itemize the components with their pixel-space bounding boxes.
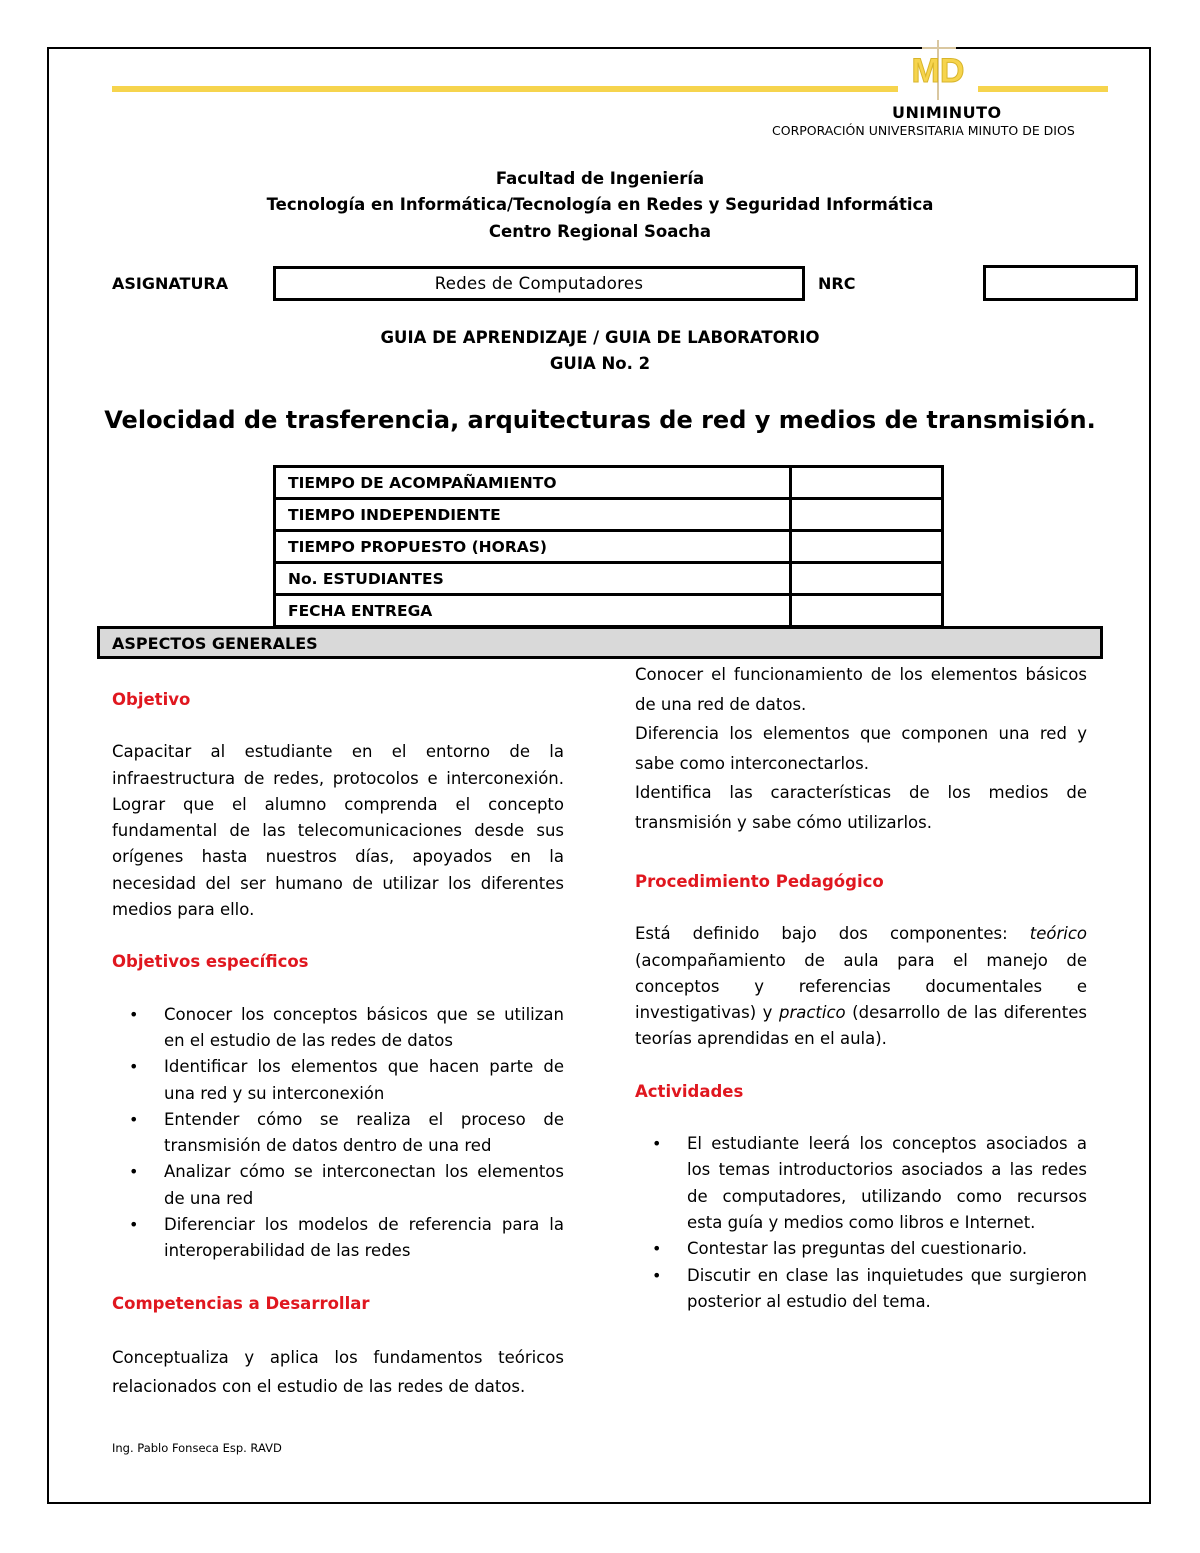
- time-value: [791, 563, 943, 595]
- time-label: TIEMPO PROPUESTO (HORAS): [275, 531, 791, 563]
- header-rule-right: [978, 86, 1108, 92]
- guide-title: Velocidad de trasferencia, arquitecturas de red y medios de transmisión.: [104, 406, 1096, 434]
- footer-author: Ing. Pablo Fonseca Esp. RAVD: [112, 1441, 282, 1455]
- activities-list: [635, 1131, 1087, 1315]
- procedure-title: Procedimiento Pedagógico: [635, 872, 884, 891]
- subject-field: [273, 266, 805, 301]
- competencies-title: Competencias a Desarrollar: [112, 1293, 370, 1313]
- list-item: • El estudiante leerá los conceptos asociados a los temas introductorios asociados a las redes de computadores, utilizando como recursos esta guía y medios como libros e Internet.: [635, 1131, 1087, 1236]
- procedure-part: (desarrollo de las diferentes teorías aprendidas en el aula).: [635, 1003, 1087, 1049]
- time-label: TIEMPO DE ACOMPAÑAMIENTO: [275, 467, 791, 499]
- table-row: [275, 531, 943, 563]
- procedure-text: [635, 921, 1087, 1052]
- right-line: Conocer el funcionamiento de los elementos básicos de una red de datos.: [635, 665, 1087, 714]
- uniminuto-logo: [898, 40, 978, 102]
- table-row: [275, 595, 943, 627]
- objective-text: Capacitar al estudiante en el entorno de la infraestructura de redes, protocolos e interconexión. Lograr que el alumno comprenda el concepto fundamental de las telecomunicaciones desde sus orígenes hasta nuestros días, apoyados en la necesidad del ser humano de utilizar los diferentes medios para ello.: [112, 742, 564, 920]
- nrc-field: [983, 265, 1138, 301]
- time-label: No. ESTUDIANTES: [275, 563, 791, 595]
- list-item: • Diferenciar los modelos de referencia para la interoperabilidad de las redes: [112, 1212, 564, 1265]
- time-table: [273, 465, 944, 628]
- subject-label: ASIGNATURA: [112, 274, 229, 293]
- time-value: [791, 499, 943, 531]
- program-heading: Tecnología en Informática/Tecnología en Redes y Seguridad Informática: [266, 195, 934, 214]
- specific-objectives-title: Objetivos específicos: [112, 952, 309, 972]
- specific-objectives-list: [112, 1002, 564, 1265]
- procedure-part: (acompañamiento de aula para el manejo de conceptos y referencias documentales e investigativas) y: [635, 950, 1087, 1023]
- list-item: • Discutir en clase las inquietudes que surgieron posterior al estudio del tema.: [635, 1263, 1087, 1316]
- header-rule-left: [112, 86, 898, 92]
- competencies-text: Conceptualiza y aplica los fundamentos teóricos relacionados con el estudio de las redes de datos.: [112, 1347, 564, 1396]
- table-row: [275, 563, 943, 595]
- guide-number: GUIA No. 2: [549, 354, 651, 373]
- right-line: Diferencia los elementos que componen una red y sabe como interconectarlos.: [635, 724, 1087, 773]
- time-label: TIEMPO INDEPENDIENTE: [275, 499, 791, 531]
- right-column-lower: [635, 869, 1087, 1315]
- brand-subtitle: CORPORACIÓN UNIVERSITARIA MINUTO DE DIOS: [772, 123, 1075, 138]
- aspects-header: ASPECTOS GENERALES: [97, 626, 1103, 659]
- time-value: [791, 595, 943, 627]
- brand-name: UNIMINUTO: [892, 103, 1002, 122]
- objective-title: Objetivo: [112, 690, 191, 709]
- faculty-heading: Facultad de Ingeniería: [495, 169, 705, 188]
- right-column: [635, 660, 1087, 837]
- time-value: [791, 467, 943, 499]
- list-item: • Identificar los elementos que hacen parte de una red y su interconexión: [112, 1054, 564, 1107]
- procedure-part: Está definido bajo dos componentes:: [635, 924, 1030, 944]
- list-item: • Conocer los conceptos básicos que se utilizan en el estudio de las redes de datos: [112, 1002, 564, 1055]
- table-row: [275, 499, 943, 531]
- guide-type: GUIA DE APRENDIZAJE / GUIA DE LABORATORIO: [380, 328, 820, 347]
- list-item: • Analizar cómo se interconectan los elementos de una red: [112, 1159, 564, 1212]
- nrc-label: NRC: [818, 274, 856, 293]
- logo-letters: MD: [911, 52, 965, 90]
- procedure-emphasis: teórico: [1029, 924, 1087, 944]
- list-item: • Entender cómo se realiza el proceso de transmisión de datos dentro de una red: [112, 1107, 564, 1160]
- time-value: [791, 531, 943, 563]
- right-line: Identifica las características de los medios de transmisión y sabe cómo utilizarlos.: [635, 783, 1087, 832]
- list-item: • Contestar las preguntas del cuestionario.: [635, 1236, 1087, 1262]
- time-label: FECHA ENTREGA: [275, 595, 791, 627]
- nrc-value: [986, 268, 1135, 298]
- procedure-emphasis: practico: [778, 1003, 846, 1023]
- activities-title: Actividades: [635, 1081, 744, 1101]
- left-column: [112, 687, 564, 1401]
- center-heading: Centro Regional Soacha: [488, 222, 712, 241]
- table-row: [275, 467, 943, 499]
- subject-value: Redes de Computadores: [434, 274, 644, 293]
